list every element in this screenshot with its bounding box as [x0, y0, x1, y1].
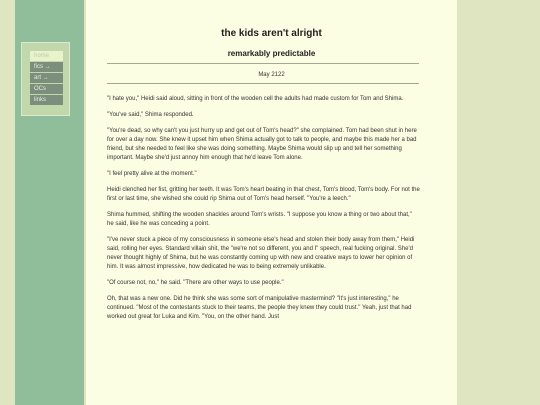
- story-paragraph: Oh, that was a new one. Did he think she was some sort of manipulative mastermind? "It's just interesting," he continued. "Most of the contestants stuck to their teams, the people they knew they could trust." Yeah, just that had worked out great for Luka and Kim. "You, on the other hand. Just: [107, 296, 412, 320]
- story-paragraph: "You've said," Shima responded.: [107, 112, 194, 118]
- story-paragraph: "Of course not, no," he said. "There are other ways to use people.": [107, 280, 284, 286]
- story-paragraph: "I've never stuck a piece of my consciousness in someone else's head and stolen their body away from them," Heidi said, rolling her eyes. Standard villain shit, the "we're not so different, you and I" speech, real fucking original. She'd never thought highly of Shima, but he was constantly coming up with new and creative ways to lower her opinion of him. It was almost impressive, how dedicated he was to being extremely unlikable.: [107, 237, 415, 270]
- content-panel: [86, 0, 457, 405]
- post-date: May 2122: [258, 72, 285, 78]
- nav-art[interactable]: art →: [30, 73, 63, 83]
- right-margin: [457, 0, 540, 405]
- story-paragraph: Heidi clenched her fist, gritting her teeth. It was Tom's heart beating in that chest, Tom's blood, Tom's body. For not the first or last time, she wished she could rip Shima out of Tom's head herself. "You're a leech.": [107, 187, 420, 202]
- page-subtitle: remarkably predictable: [227, 49, 316, 58]
- story-body: [107, 95, 420, 329]
- nav-menu: [21, 42, 70, 116]
- nav-home[interactable]: home: [30, 51, 63, 61]
- story-paragraph: "You're dead, so why can't you just hurry up and get out of Tom's head?" she complained. Tom had been shut in here for over a day now. She knew it upset him when Shima actually got to talk to people, and maybe this made her a bad friend, but she needed to feel like she was doing something. Maybe Shima would slip up and tell her something important. Maybe she'd just annoy him enough that he'd leave Tom alone.: [107, 128, 417, 161]
- nav-fics[interactable]: fics →: [30, 62, 63, 72]
- divider-bottom: [107, 83, 419, 84]
- nav-ocs[interactable]: OCs: [30, 84, 63, 94]
- divider-top: [107, 63, 419, 64]
- story-paragraph: Shima hummed, shifting the wooden shackles around Tom's wrists. "I suppose you know a thing or two about that," he said, like he was conceding a point.: [107, 212, 412, 227]
- page-title: the kids aren't alright: [221, 28, 322, 39]
- story-paragraph: "I hate you," Heidi said aloud, sitting in front of the wooden cell the adults had made custom for Tom and Shima.: [107, 96, 404, 102]
- story-paragraph: "I feel pretty alive at the moment.": [107, 171, 197, 177]
- nav-links[interactable]: links: [30, 95, 63, 105]
